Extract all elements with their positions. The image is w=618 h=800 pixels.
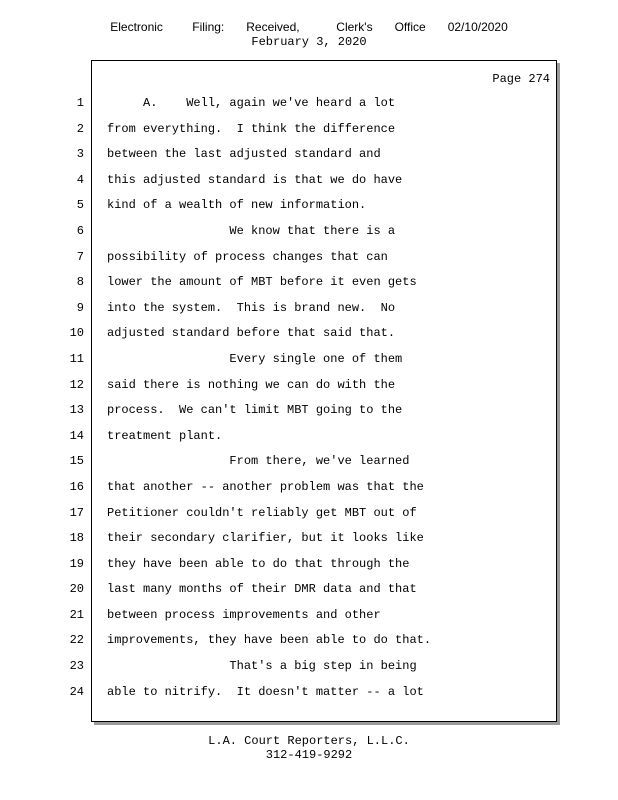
line-number: 5: [76, 198, 84, 213]
transcript-line: into the system. This is brand new. No: [107, 300, 396, 315]
transcript-line: last many months of their DMR data and that: [107, 582, 417, 597]
line-number: 23: [69, 659, 84, 674]
transcript-line: We know that there is a: [107, 223, 396, 238]
reporter-phone: 312-419-9292: [265, 748, 353, 762]
line-number: 11: [69, 351, 84, 366]
electronic-filing-stamp: Electronic Filing: Received, Clerk's Office 02/10/2020: [110, 20, 508, 34]
transcript-line: adjusted standard before that said that.: [107, 326, 396, 341]
transcript-line: from everything. I think the difference: [107, 121, 396, 136]
line-number: 9: [76, 300, 84, 315]
line-number: 16: [69, 479, 84, 494]
line-number-column: [50, 96, 84, 710]
transcript-line: process. We can't limit MBT going to the: [107, 403, 403, 418]
line-number: 21: [69, 607, 84, 622]
transcript-line: that another -- another problem was that the: [107, 479, 424, 494]
transcript-line: From there, we've learned: [107, 454, 410, 469]
transcript-text: [107, 96, 547, 710]
line-number: 8: [76, 275, 84, 290]
transcript-line: kind of a wealth of new information.: [107, 198, 367, 213]
transcript-line: That's a big step in being: [107, 659, 417, 674]
line-number: 6: [76, 223, 84, 238]
line-number: 19: [69, 556, 84, 571]
line-number: 12: [69, 377, 84, 392]
line-number: 22: [69, 633, 84, 648]
transcript-line: able to nitrify. It doesn't matter -- a lot: [107, 684, 424, 699]
hearing-date: February 3, 2020: [251, 35, 367, 49]
line-number: 4: [76, 172, 84, 187]
line-number: 3: [76, 147, 84, 162]
court-reporter-footer: [0, 734, 618, 762]
transcript-line: they have been able to do that through the: [107, 556, 410, 571]
transcript-line: this adjusted standard is that we do have: [107, 172, 403, 187]
transcript-line: Petitioner couldn't reliably get MBT out of: [107, 505, 417, 520]
transcript-line: lower the amount of MBT before it even gets: [107, 275, 417, 290]
line-number: 7: [76, 249, 84, 264]
transcript-line: between process improvements and other: [107, 607, 381, 622]
line-number: 13: [69, 403, 84, 418]
transcript-line: possibility of process changes that can: [107, 249, 388, 264]
line-number: 10: [69, 326, 84, 341]
page-number: Page 274: [492, 72, 550, 86]
reporter-company: L.A. Court Reporters, L.L.C.: [208, 734, 410, 748]
transcript-line: improvements, they have been able to do that.: [107, 633, 432, 648]
line-number: 1: [76, 96, 84, 110]
line-number: 17: [69, 505, 84, 520]
transcript-line: treatment plant.: [107, 428, 223, 443]
transcript-line: said there is nothing we can do with the: [107, 377, 396, 392]
line-number: 18: [69, 531, 84, 546]
transcript-line: their secondary clarifier, but it looks like: [107, 531, 424, 546]
line-number: 20: [69, 582, 84, 597]
transcript-line: between the last adjusted standard and: [107, 147, 381, 162]
transcript-line: Every single one of them: [107, 351, 403, 366]
line-number: 24: [69, 684, 84, 699]
line-number: 15: [69, 454, 84, 469]
transcript-line: A. Well, again we've heard a lot: [107, 96, 396, 110]
line-number: 14: [69, 428, 84, 443]
line-number: 2: [76, 121, 84, 136]
